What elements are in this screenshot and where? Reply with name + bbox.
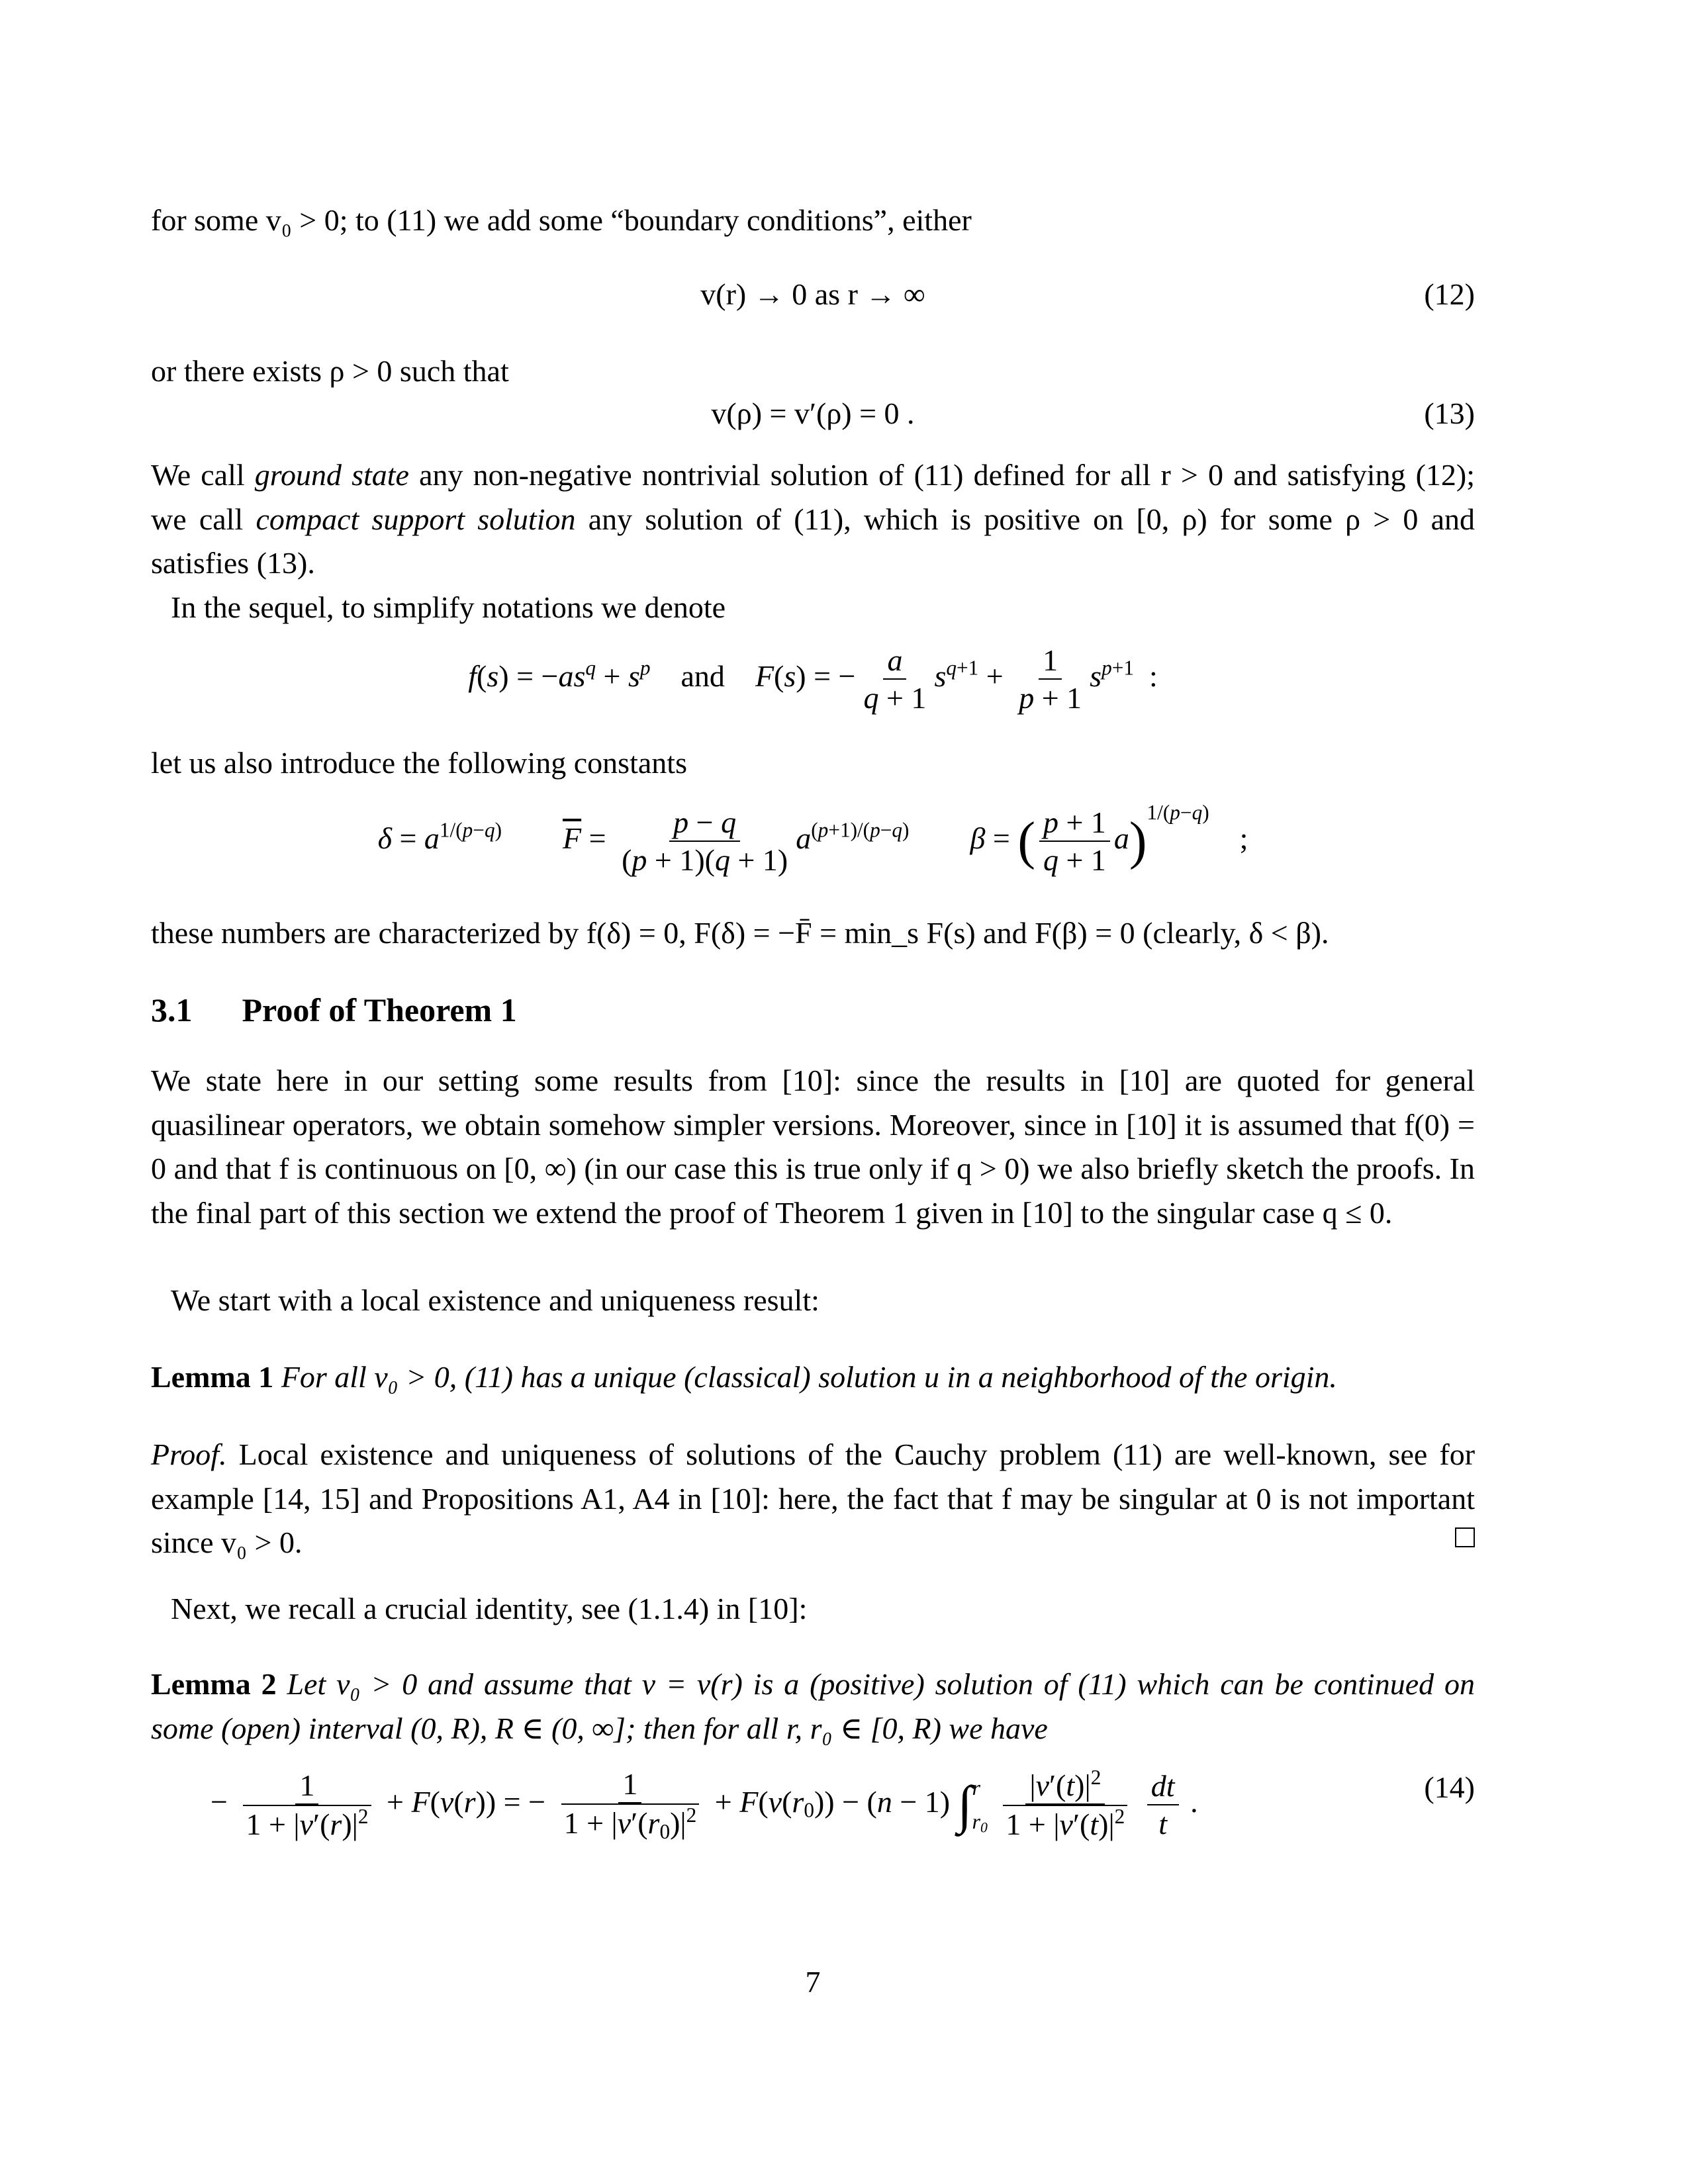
proof-label: Proof. (151, 1437, 227, 1471)
paragraph-sequel: In the sequel, to simplify notations we denote (171, 590, 726, 624)
paragraph-boundary-intro: for some v₀ > 0; to (11) we add some “boundary conditions”, either (151, 203, 972, 237)
lemma-2 (151, 1662, 1475, 1751)
paragraph-constants-intro: let us also introduce the following constants (151, 746, 687, 780)
paragraph-state-results: We state here in our setting some results from [10]: since the results in [10] are quoted for general quasilinear operators, we obtain somehow simpler versions. Moreover, since in [10] it is assumed that f(0) = 0 and that f is continuous on [0, ∞) (in our case this is true only if q > 0) we also briefly sketch the proofs. In the final part of this section we extend the proof of Theorem 1 given in [10] to the singular case q ≤ 0. (151, 1064, 1475, 1230)
page-number: 7 (805, 1965, 821, 1999)
equation-14-number: (14) (1424, 1770, 1475, 1804)
term-ground-state: ground state (254, 458, 409, 492)
section-title: Proof of Theorem 1 (242, 991, 517, 1028)
definition-text-a: We call (151, 458, 245, 492)
equation-f-and-F: $f(s) = -as^q + s^p$ and F(s) = − $\frac{a}{q + 1}$ $s^{q+1}$ + $\frac{1}{p + 1}$ $s^{p+1}$ : (468, 643, 1158, 715)
paper-page (151, 0, 1475, 2184)
equation-12-number: (12) (1424, 277, 1475, 311)
equation-and-word: and (680, 659, 725, 693)
lemma-2-label: Lemma 2 (151, 1667, 277, 1701)
lemma-2-statement: Let v₀ > 0 and assume that v = v(r) is a (positive) solution of (11) which can be continued on some (open) interval (0, R), R ∈ (0, ∞]; then for all r, r₀ ∈ [0, R) we have (151, 1667, 1475, 1745)
paragraph-crucial-identity: Next, we recall a crucial identity, see (1.1.4) in [10]: (171, 1592, 808, 1625)
lemma-1 (151, 1355, 1475, 1400)
section-heading (151, 986, 517, 1034)
proof-text: Local existence and uniqueness of solutions of the Cauchy problem (11) are well-known, see for example [14, 15] and Propositions A1, A4 in [10]: here, the fact that f may be singular at 0 is not important since v₀ > 0. (151, 1437, 1476, 1560)
paragraph-definitions (151, 453, 1475, 586)
equation-13 (151, 392, 1475, 436)
qed-square-icon (1455, 1527, 1475, 1547)
definition-text-c: any solution of (11), which is positive on [0, ρ) for some ρ > 0 and satisfies (13). (151, 502, 1475, 580)
definition-text-b: any non-negative nontrivial solution of (11) defined for all r > 0 and satisfying (12); we call (151, 458, 1475, 536)
equation-12 (151, 273, 1475, 317)
equation-13-number: (13) (1424, 396, 1475, 430)
paragraph-or-exists: or there exists ρ > 0 such that (151, 354, 509, 388)
paragraph-start-local-existence: We start with a local existence and uniqueness result: (171, 1283, 820, 1317)
paragraph-numbers-characterized: these numbers are characterized by f(δ) = 0, F(δ) = −F̄ = min_s F(s) and F(β) = 0 (clearly, δ < β). (151, 916, 1329, 950)
equation-12-body: v(r) → 0 as r → ∞ (700, 277, 925, 311)
proof-lemma-1 (151, 1433, 1475, 1565)
lemma-1-statement: For all v₀ > 0, (11) has a unique (classical) solution u in a neighborhood of the origin. (281, 1360, 1337, 1394)
lemma-1-label: Lemma 1 (151, 1360, 274, 1394)
equation-14: − $\frac{1}{1 + |v'(r)|^2}$ + F(v(r)) = − $\frac{1}{1 + |v'(r_0)|^2}$ + $F(v(r_0)) - (n - 1)$ ∫ r $r_0$ $\frac{|v'(t)|^2}{1 + |v'(t)|^2}$ $\frac{dt}{t}$ . (14) (211, 1765, 1475, 1843)
equation-constants: $\delta = a^{1/(p-q)}$ $\overline{F}$ = $\frac{p - q}{(p + 1)(q + 1)}$ $a^{(p+1)/(p-q)}$ β = ( $\frac{p + 1}{q + 1}$ a)$^{1/(p-q)}$ ; (377, 800, 1248, 878)
term-compact-support-solution: compact support solution (256, 502, 576, 536)
section-number: 3.1 (151, 991, 193, 1028)
equation-13-body: v(ρ) = v′(ρ) = 0 . (711, 396, 915, 430)
